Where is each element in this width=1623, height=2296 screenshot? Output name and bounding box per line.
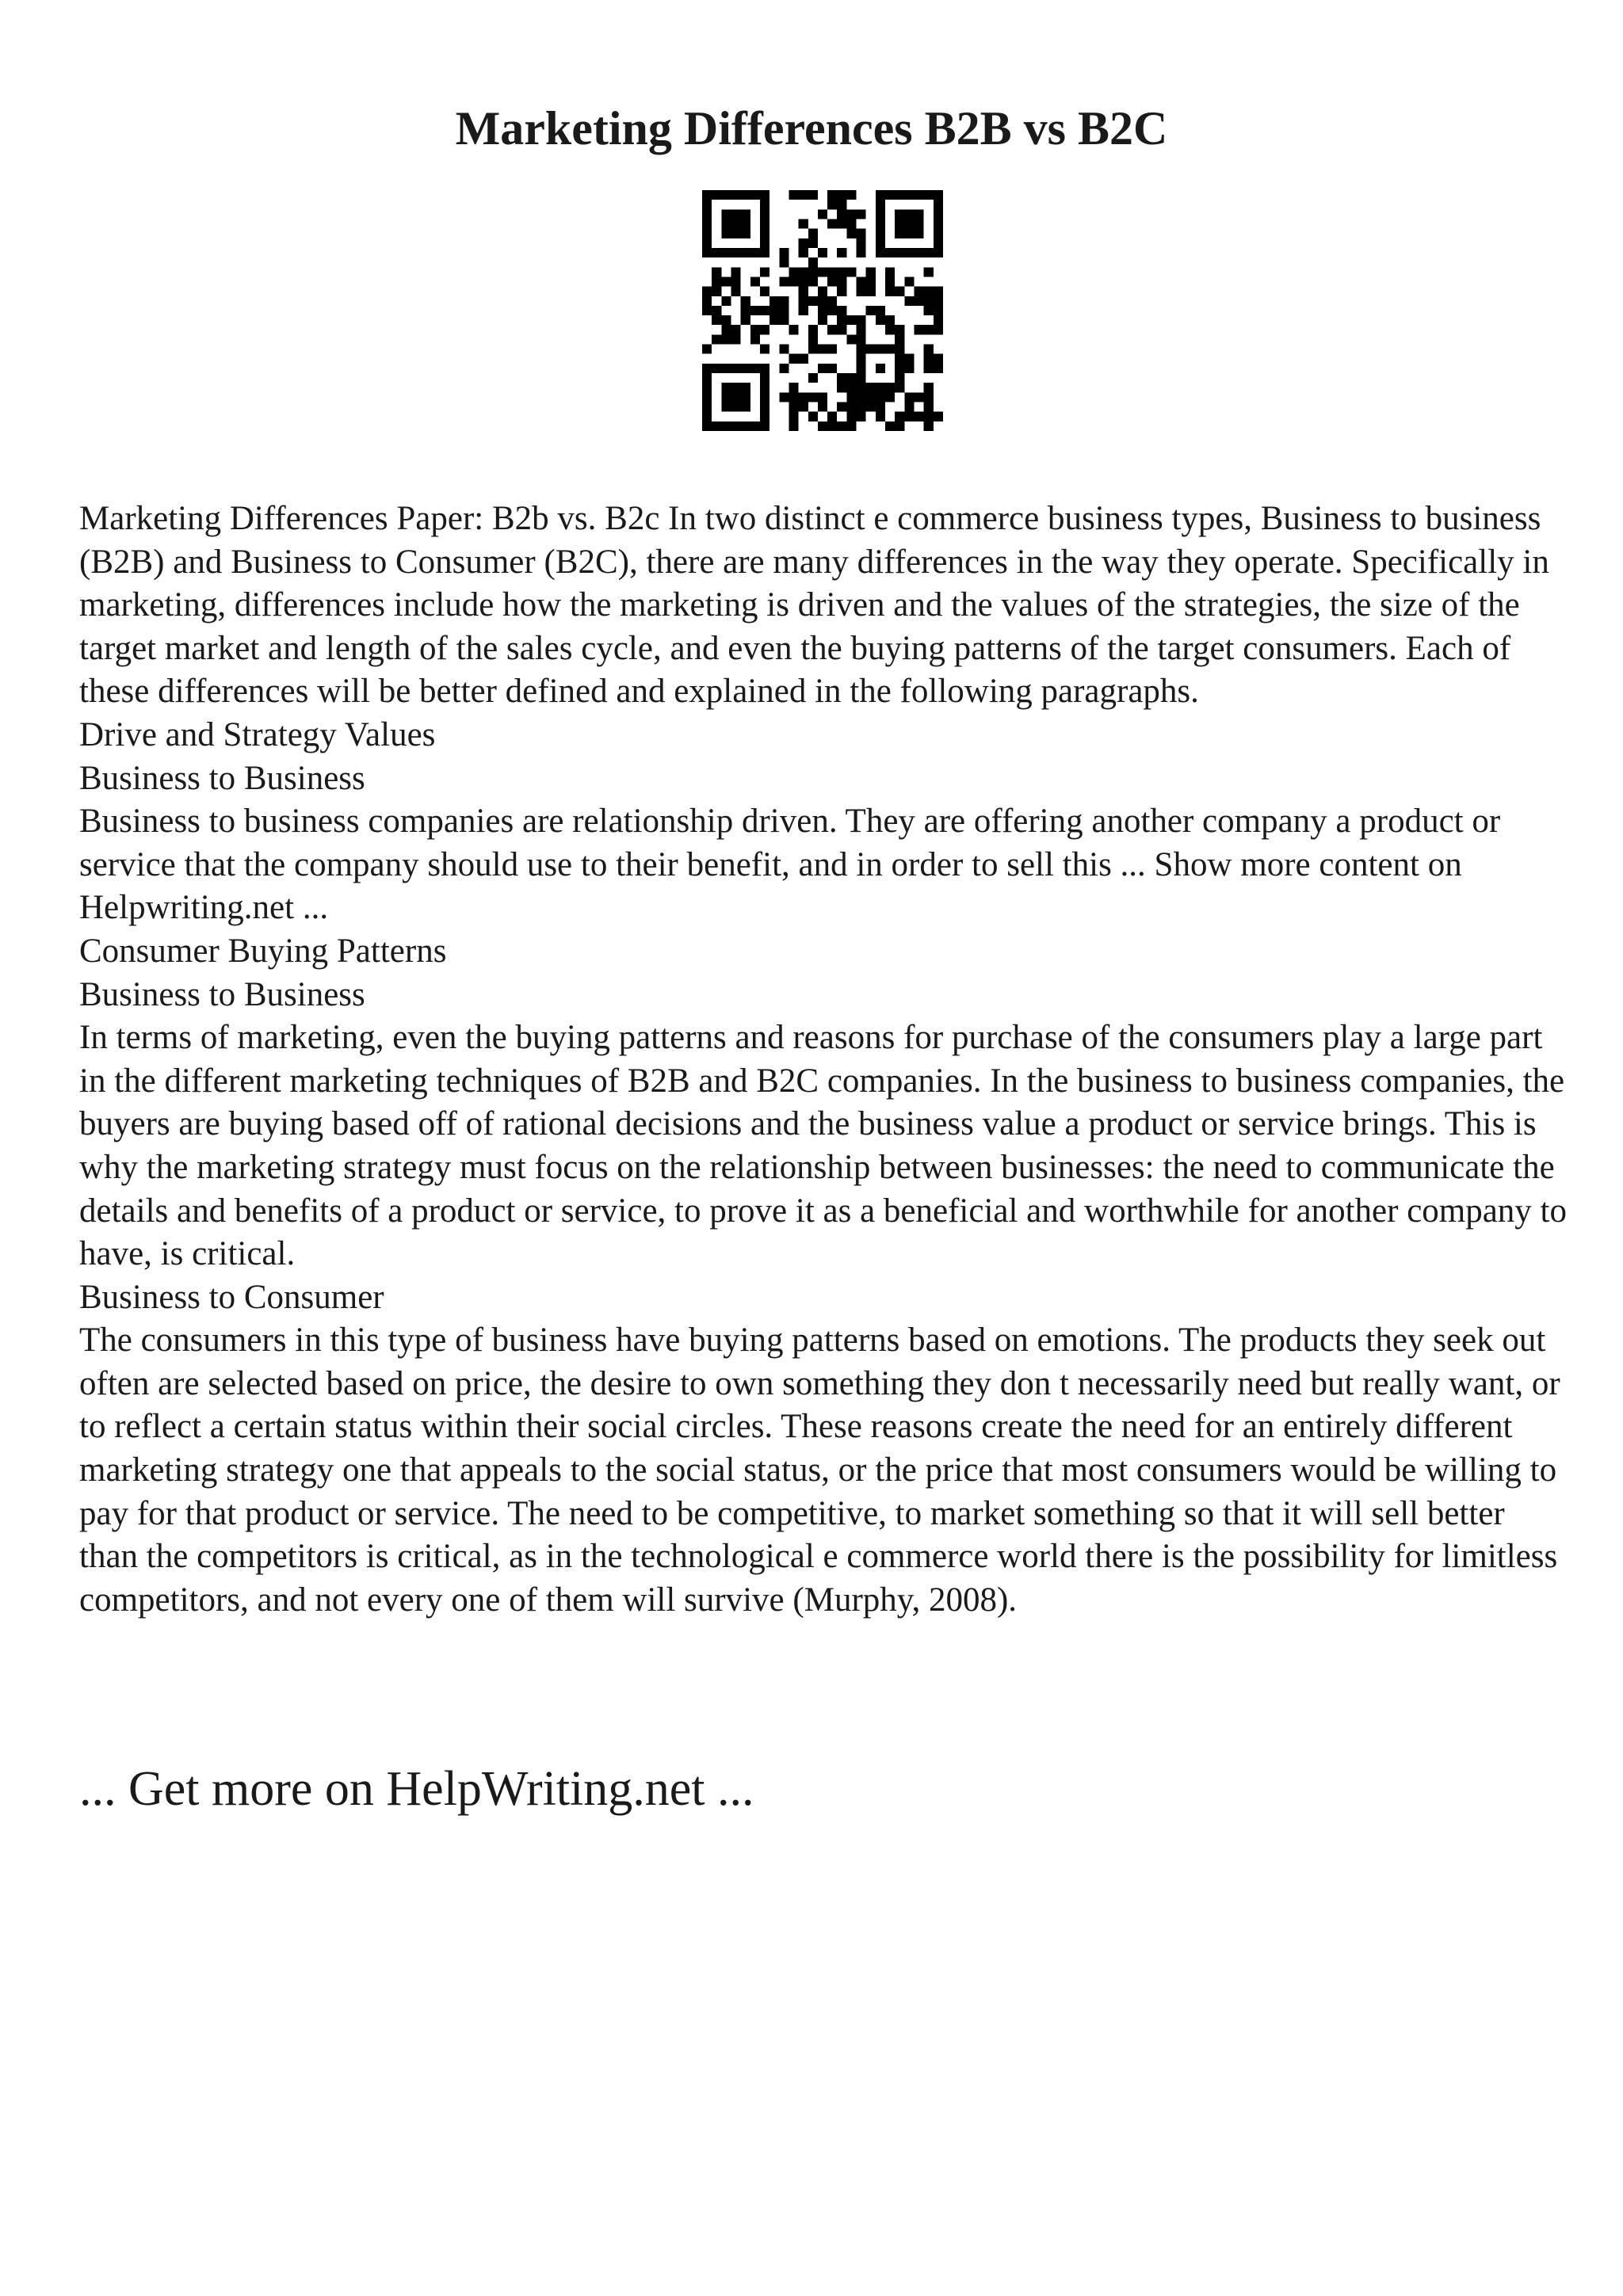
qr-code-graphic: [702, 190, 943, 431]
intro-paragraph: Marketing Differences Paper: B2b vs. B2c In two distinct e commerce business types, Business to business (B2B) and Business to Consumer (B2C), there are many differences in the way they operate. Specifically in marketing, differences include how the marketing is driven and the values of the strategies, the size of the target market and length of the sales cycle, and even the buying patterns of the target consumers. Each of these differences will be better defined and explained in the following paragraphs.: [79, 500, 1549, 711]
get-more-link[interactable]: ... Get more on HelpWriting.net ...: [79, 1762, 754, 1816]
subheading-business-to-business-2: Business to Business: [79, 975, 365, 1013]
b2c-buying-paragraph: The consumers in this type of business have buying patterns based on emotions. The products they seek out often are selected based on price, the desire to own something they don t necessarily need but really want, or to reflect a certain status within their social circles. These reasons create the need for an entirely different marketing strategy one that appeals to the social status, or the price that most consumers would be willing to pay for that product or service. The need to be competitive, to market something so that it will sell better than the competitors is critical, as in the technological e commerce world there is the possibility for limitless competitors, and not every one of them will survive (Murphy, 2008).: [79, 1322, 1560, 1619]
b2b-buying-paragraph: In terms of marketing, even the buying patterns and reasons for purchase of the consumers play a large part in the different marketing techniques of B2B and B2C companies. In the business to business companies, the buyers are buying based off of rational decisions and the business value a product or service brings. This is why the marketing strategy must focus on the relationship between businesses: the need to communicate the details and benefits of a product or service, to prove it as a beneficial and worthwhile for another company to have, is critical.: [79, 1019, 1568, 1273]
heading-consumer-buying-patterns: Consumer Buying Patterns: [79, 932, 447, 970]
heading-drive-strategy-values: Drive and Strategy Values: [79, 715, 436, 753]
subheading-business-to-consumer: Business to Consumer: [79, 1278, 384, 1316]
body-text: [79, 498, 1569, 1622]
document-title: Marketing Differences B2B vs B2C: [455, 102, 1168, 154]
subheading-business-to-business: Business to Business: [79, 759, 365, 797]
qr-code-icon: [702, 190, 943, 431]
b2b-relationship-paragraph: Business to business companies are relationship driven. They are offering another company a product or service that the company should use to their benefit, and in order to sell this ... Show more content on Helpwriting.net ...: [79, 803, 1501, 927]
